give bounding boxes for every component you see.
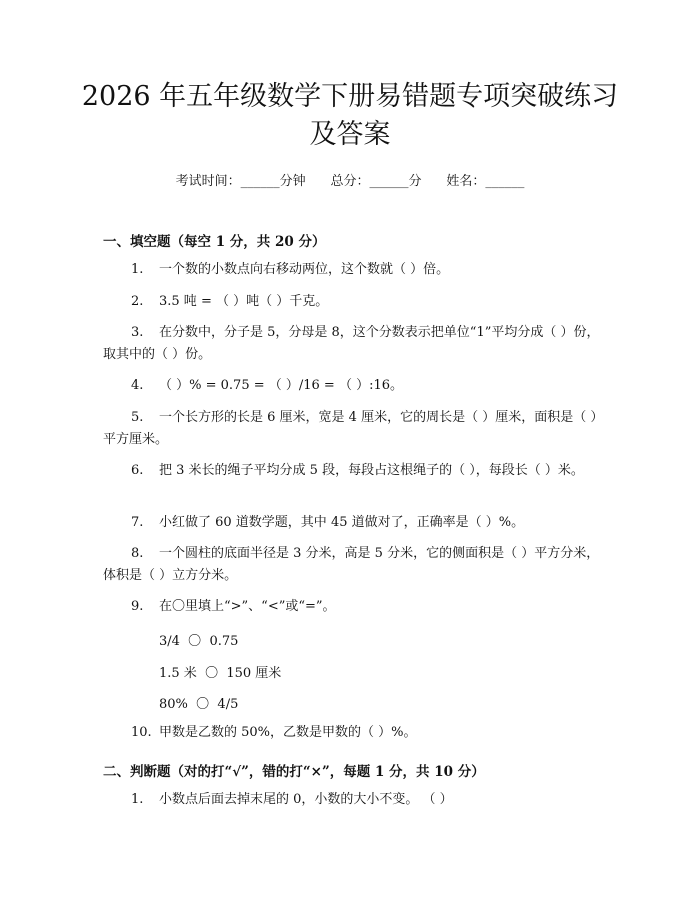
title-line-1: 2026 年五年级数学下册易错题专项突破练习 (81, 81, 619, 112)
question-text: 一个长方形的长是 6 厘米，宽是 4 厘米，它的周长是（ ）厘米，面积是（ ）平方厘米。 (103, 410, 597, 447)
question-number: 3. (131, 325, 144, 340)
question-item (103, 543, 603, 587)
question-text: 一个圆柱的底面半径是 3 分米，高是 5 分米，它的侧面积是（ ）平方分米，体积是（ ）立方分米。 (103, 546, 600, 583)
score-blank: ______ (369, 174, 409, 189)
question-number: 6. (131, 463, 144, 478)
compare-item: 3/4 〇 0.75 (159, 634, 239, 649)
question-text: 甲数是乙数的 50%，乙数是甲数的（ ）%。 (159, 725, 417, 740)
question-text: 在分数中，分子是 5，分母是 8，这个分数表示把单位“1”平均分成（ ）份，取其中的（ ）份。 (103, 325, 600, 362)
exam-info-line (0, 170, 700, 189)
question-number: 5. (131, 410, 144, 425)
question-item (103, 375, 603, 397)
compare-item: 80% 〇 4/5 (159, 697, 239, 712)
question-item (103, 789, 603, 811)
question-text: 3.5 吨 = （ ）吨（ ）千克。 (159, 294, 329, 309)
section-2-heading: 二、判断题（对的打“√”，错的打“×”，每题 1 分，共 10 分） (103, 764, 485, 780)
question-item (103, 291, 603, 313)
question-text: 在〇里填上“>”、“<”或“=”。 (159, 599, 336, 614)
question-number: 1. (131, 792, 144, 807)
question-item (103, 322, 603, 366)
score-unit: 分 (408, 174, 422, 189)
document-title (80, 78, 620, 154)
time-label: 考试时间： (175, 174, 241, 189)
name-blank: ______ (485, 174, 525, 189)
question-text: 一个数的小数点向右移动两位，这个数就（ ）倍。 (159, 262, 450, 277)
question-number: 9. (131, 599, 144, 614)
question-number: 4. (131, 378, 144, 393)
question-number: 8. (131, 546, 144, 561)
question-item (103, 259, 603, 281)
section-1-heading: 一、填空题（每空 1 分，共 20 分） (103, 234, 326, 250)
question-text: 把 3 米长的绳子平均分成 5 段，每段占这根绳子的（ ），每段长（ ）米。 (159, 463, 584, 478)
question-number: 1. (131, 262, 144, 277)
question-item (103, 460, 603, 482)
time-blank: ______ (240, 174, 280, 189)
title-line-2: 及答案 (309, 119, 391, 150)
question-number: 7. (131, 515, 144, 530)
question-item (103, 407, 603, 451)
question-text: 小数点后面去掉末尾的 0，小数的大小不变。 （ ） (159, 792, 453, 807)
time-unit: 分钟 (279, 174, 306, 189)
question-text: （ ）% = 0.75 = （ ）/16 = （ ）:16。 (159, 378, 404, 393)
compare-item: 1.5 米 〇 150 厘米 (159, 666, 282, 681)
question-number: 10. (131, 725, 152, 740)
question-item (103, 722, 603, 744)
question-number: 2. (131, 294, 144, 309)
question-item (103, 596, 603, 618)
question-item (103, 512, 603, 534)
name-label: 姓名： (446, 174, 486, 189)
question-text: 小红做了 60 道数学题，其中 45 道做对了，正确率是（ ）%。 (159, 515, 525, 530)
score-label: 总分： (330, 174, 370, 189)
